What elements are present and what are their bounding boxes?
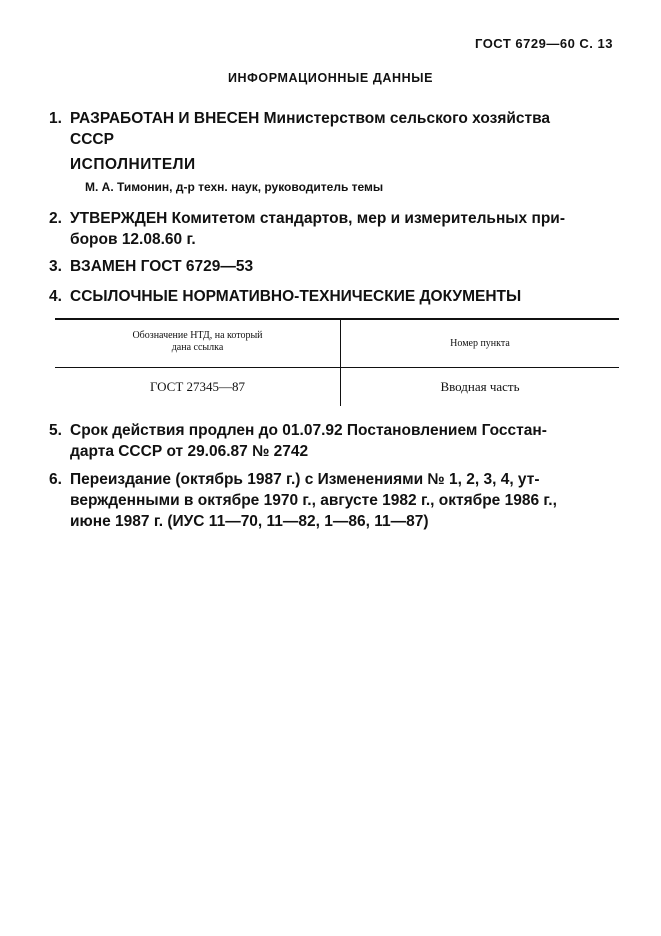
- table-header-item-number: Номер пункта: [450, 338, 510, 349]
- item-text-line: УТВЕРЖДЕН Комитетом стандартов, мер и измерительных при-: [70, 210, 565, 227]
- executors-heading: ИСПОЛНИТЕЛИ: [70, 156, 196, 173]
- table-cell-ntd: ГОСТ 27345—87: [149, 379, 246, 394]
- info-item-6: [49, 469, 619, 532]
- item-number: 6.: [49, 471, 62, 488]
- section-title: ИНФОРМАЦИОННЫЕ ДАННЫЕ: [227, 71, 434, 85]
- item-number: 4.: [49, 288, 62, 305]
- item-number: 5.: [49, 422, 62, 439]
- info-item-5: [49, 420, 619, 462]
- item-text-line: СССР: [70, 131, 114, 148]
- info-item-3: [49, 256, 619, 277]
- table-top-rule: [55, 318, 619, 320]
- item-text-line: Переиздание (октябрь 1987 г.) с Изменениями № 1, 2, 3, 4, ут-: [70, 471, 540, 488]
- item-text-line: ВЗАМЕН ГОСТ 6729—53: [70, 258, 254, 275]
- info-item-2: [49, 208, 619, 250]
- header-line: Обозначение НТД, на который: [132, 330, 263, 341]
- item-text-line: вержденными в октябре 1970 г., августе 1982 г., октябре 1986 г.,: [70, 492, 557, 509]
- item-number: 3.: [49, 258, 62, 275]
- item-number: 1.: [49, 110, 62, 127]
- page-header-code: ГОСТ 6729—60 С. 13: [475, 36, 613, 51]
- info-item-4: [49, 286, 619, 307]
- info-item-1: [49, 108, 619, 150]
- item-number: 2.: [49, 210, 62, 227]
- item-text-line: дарта СССР от 29.06.87 № 2742: [70, 443, 309, 460]
- executor-person: М. А. Тимонин, д-р техн. наук, руководитель темы: [85, 180, 384, 194]
- table-cell-item: Вводная часть: [440, 379, 520, 394]
- item-text-line: РАЗРАБОТАН И ВНЕСЕН Министерством сельского хозяйства: [70, 110, 551, 127]
- item-text-line: июне 1987 г. (ИУС 11—70, 11—82, 1—86, 11—87): [70, 513, 429, 530]
- item-text-line: боров 12.08.60 г.: [70, 231, 196, 248]
- table-header-rule: [55, 367, 619, 368]
- item-text-line: Срок действия продлен до 01.07.92 Постановлением Госстан-: [70, 422, 547, 439]
- item-text-line: ССЫЛОЧНЫЕ НОРМАТИВНО-ТЕХНИЧЕСКИЕ ДОКУМЕНТЫ: [70, 288, 522, 305]
- table-header-ntd-designation: [55, 330, 340, 354]
- header-line: дана ссылка: [171, 342, 224, 353]
